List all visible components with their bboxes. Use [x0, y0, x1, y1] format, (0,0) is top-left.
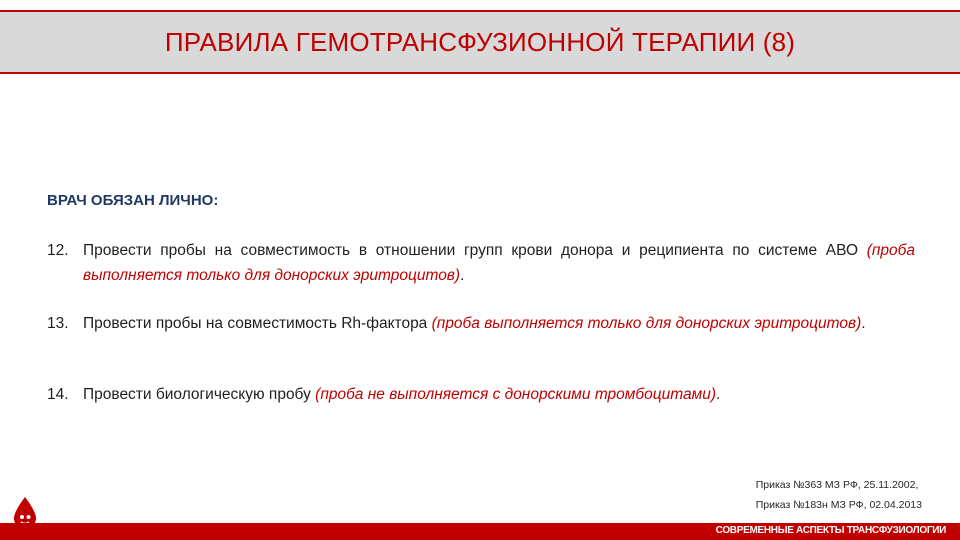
rule-note: (проба не выполняется с донорскими тромбоцитами) [315, 386, 717, 403]
rule-item [47, 382, 915, 407]
slide-title: ПРАВИЛА ГЕМОТРАНСФУЗИОННОЙ ТЕРАПИИ (8) [164, 26, 796, 57]
rule-item [47, 311, 915, 336]
rule-number: 14. [47, 386, 69, 403]
rule-note: (проба выполняется только для донорских эритроцитов) [83, 242, 915, 284]
rule-end: . [716, 386, 721, 403]
rule-body [83, 238, 915, 288]
source-line: Приказ №363 МЗ РФ, 25.11.2002, [755, 479, 919, 491]
rule-number: 12. [47, 242, 69, 259]
source-line: Приказ №183н МЗ РФ, 02.04.2013 [755, 499, 922, 511]
rule-end: . [861, 315, 866, 332]
rule-note: (проба выполняется только для донорских эритроцитов) [431, 315, 862, 332]
rule-number: 13. [47, 315, 69, 332]
rule-body [83, 311, 915, 336]
rule-text: Провести пробы на совместимость Rh-фактора [83, 315, 432, 332]
source-references [756, 475, 922, 515]
rule-item [47, 238, 915, 288]
rule-text: Провести биологическую пробу [83, 386, 316, 403]
section-heading: ВРАЧ ОБЯЗАН ЛИЧНО: [47, 192, 219, 209]
rule-body [83, 382, 915, 407]
footer-text: СОВРЕМЕННЫЕ АСПЕКТЫ ТРАНСФУЗИОЛОГИИ [715, 525, 946, 536]
title-bar [0, 10, 960, 74]
rule-text: Провести пробы на совместимость в отношении групп крови донора и реципиента по системе АВО [83, 242, 867, 259]
rule-end: . [460, 267, 465, 284]
footer-bar [0, 523, 960, 540]
